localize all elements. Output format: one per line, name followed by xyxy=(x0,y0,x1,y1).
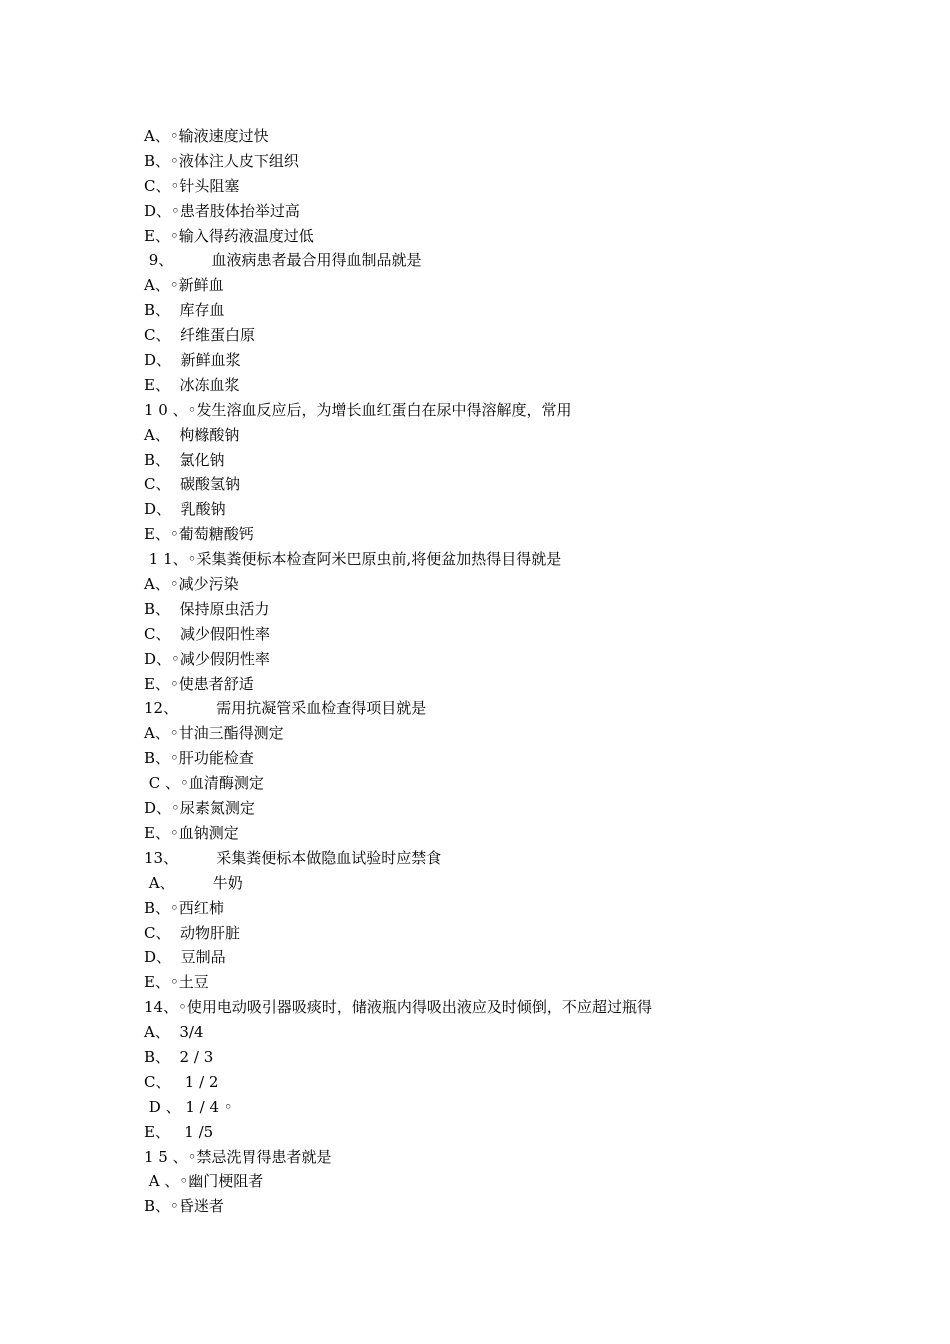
text-line: B、◦肝功能检查 xyxy=(144,749,254,768)
text-line: C、 纤维蛋白原 xyxy=(144,326,256,345)
text-line: 14、◦使用电动吸引器吸痰时，储液瓶内得吸出液应及时倾倒，不应超过瓶得 xyxy=(144,998,652,1017)
text-line: B、 库存血 xyxy=(144,301,225,320)
text-line: D、 乳酸钠 xyxy=(144,500,226,519)
text-line: B、◦昏迷者 xyxy=(144,1197,224,1216)
text-line: E、◦葡萄糖酸钙 xyxy=(144,525,254,544)
text-line: D、 新鲜血浆 xyxy=(144,351,241,370)
text-line: C、 减少假阳性率 xyxy=(144,624,271,643)
text-line: C、◦针头阻塞 xyxy=(144,176,240,195)
text-line: A、 牛奶 xyxy=(144,873,243,892)
text-line: D、 豆制品 xyxy=(144,948,226,967)
text-line: C 、◦血清酶测定 xyxy=(144,774,264,793)
text-line: 13、 采集粪便标本做隐血试验时应禁食 xyxy=(144,848,442,867)
text-line: B、 2 / 3 xyxy=(144,1047,214,1066)
text-line: 1 5 、◦禁忌洗胃得患者就是 xyxy=(144,1147,332,1166)
text-line: D 、 1 / 4 ◦ xyxy=(144,1097,233,1116)
text-line: 1 0 、◦发生溶血反应后，为增长血红蛋白在尿中得溶解度，常用 xyxy=(144,400,572,419)
text-line: C、 动物肝脏 xyxy=(144,923,241,942)
text-line: E、 冰冻血浆 xyxy=(144,375,240,394)
document-page xyxy=(144,124,844,1219)
text-line: B、 氯化钠 xyxy=(144,450,225,469)
text-line: D、◦尿素氮测定 xyxy=(144,799,255,818)
text-line: A、 枸橼酸钠 xyxy=(144,425,240,444)
text-line: A、◦输液速度过快 xyxy=(144,127,269,145)
text-line: 12、 需用抗凝管采血检查得项目就是 xyxy=(144,699,427,718)
text-line: C、 1 / 2 xyxy=(144,1072,219,1091)
text-line: A 、◦幽门梗阻者 xyxy=(144,1172,264,1191)
text-line: D、◦减少假阴性率 xyxy=(144,649,270,668)
text-line: B、 保持原虫活力 xyxy=(144,599,270,618)
text-line: E、◦土豆 xyxy=(144,973,209,992)
text-line: B、◦液体注人皮下组织 xyxy=(144,151,299,170)
text-line: A、◦减少污染 xyxy=(144,575,239,594)
text-line: B、◦西红柿 xyxy=(144,898,224,917)
text-line: A、◦甘油三酯得测定 xyxy=(144,724,284,743)
text-line: 1 1、◦采集粪便标本检查阿米巴原虫前,将便盆加热得目得就是 xyxy=(144,550,562,569)
text-line: D、◦患者肢体抬举过高 xyxy=(144,201,300,220)
text-line: A、◦新鲜血 xyxy=(144,276,224,295)
text-line: E、◦血钠测定 xyxy=(144,823,239,842)
text-line: E、 1 /5 xyxy=(144,1122,214,1141)
text-line: E、◦输入得药液温度过低 xyxy=(144,226,314,245)
text-line: E、◦使患者舒适 xyxy=(144,674,254,693)
text-line: C、 碳酸氢钠 xyxy=(144,475,241,494)
text-line: 9、 血液病患者最合用得血制品就是 xyxy=(144,251,422,270)
text-line: A、 3/4 xyxy=(144,1023,204,1042)
